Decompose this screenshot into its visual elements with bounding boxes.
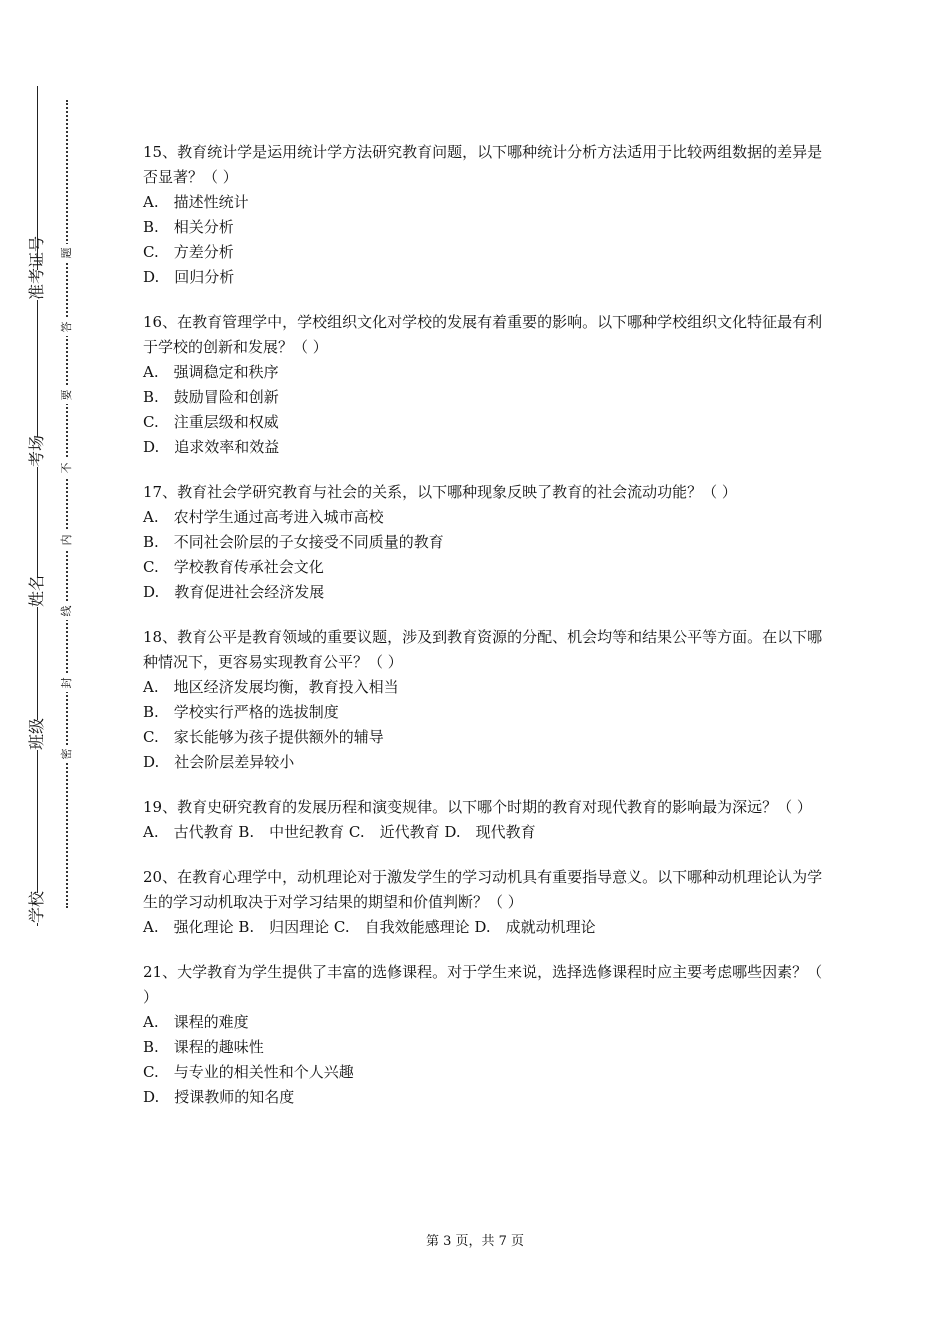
- option-c: C. 注重层级和权威: [143, 413, 279, 431]
- page-number: 第 3 页，共 7 页: [425, 1234, 525, 1249]
- seal-char: 线: [58, 602, 76, 620]
- options-inline: A. 强化理论 B. 归因理论 C. 自我效能感理论 D. 成就动机理论: [143, 918, 596, 936]
- school-label: 学校: [22, 893, 52, 923]
- option-d: D. 授课教师的知名度: [143, 1088, 295, 1106]
- option-d: D. 社会阶层差异较小: [143, 753, 295, 771]
- exam-room-label: 考场: [22, 437, 52, 467]
- option-d: D. 教育促进社会经济发展: [143, 583, 325, 601]
- option-d: D. 追求效率和效益: [143, 438, 280, 456]
- binding-solid-line: [37, 86, 38, 926]
- seal-char: 题: [58, 244, 76, 262]
- seal-char: 内: [58, 531, 76, 549]
- option-d: D. 回归分析: [143, 268, 235, 286]
- question-15: [143, 140, 823, 290]
- seal-char: 要: [58, 386, 76, 404]
- option-b: B. 课程的趣味性: [143, 1038, 264, 1056]
- option-b: B. 学校实行严格的选拔制度: [143, 703, 339, 721]
- option-a: A. 地区经济发展均衡，教育投入相当: [143, 678, 399, 696]
- option-c: C. 学校教育传承社会文化: [143, 558, 324, 576]
- option-c: C. 与专业的相关性和个人兴趣: [143, 1063, 354, 1081]
- option-c: C. 方差分析: [143, 243, 234, 261]
- option-a: A. 课程的难度: [143, 1013, 249, 1031]
- question-18: [143, 625, 823, 775]
- question-stem: 17、教育社会学研究教育与社会的关系，以下哪种现象反映了教育的社会流动功能？（ ）: [143, 483, 737, 501]
- option-a: A. 强调稳定和秩序: [143, 363, 279, 381]
- seal-char: 密: [58, 745, 76, 763]
- binding-margin: [0, 0, 110, 1344]
- option-a: A. 描述性统计: [143, 193, 249, 211]
- question-stem: 19、教育史研究教育的发展历程和演变规律。以下哪个时期的教育对现代教育的影响最为深远？（ ）: [143, 798, 812, 816]
- question-20: [143, 865, 823, 940]
- binding-dotted-line: [66, 100, 68, 908]
- option-c: C. 家长能够为孩子提供额外的辅导: [143, 728, 384, 746]
- option-b: B. 鼓励冒险和创新: [143, 388, 279, 406]
- option-b: B. 不同社会阶层的子女接受不同质量的教育: [143, 533, 444, 551]
- question-stem: 20、在教育心理学中，动机理论对于激发学生的学习动机具有重要指导意义。以下哪种动机理论认为学生的学习动机取决于对学习结果的期望和价值判断？（ ）: [143, 868, 823, 911]
- question-stem: 16、在教育管理学中，学校组织文化对学校的发展有着重要的影响。以下哪种学校组织文化特征最有利于学校的创新和发展？（ ）: [143, 313, 823, 356]
- question-16: [143, 310, 823, 460]
- question-list: [143, 140, 823, 1130]
- question-stem: 18、教育公平是教育领域的重要议题，涉及到教育资源的分配、机会均等和结果公平等方面。在以下哪种情况下，更容易实现教育公平？（ ）: [143, 628, 823, 671]
- option-a: A. 农村学生通过高考进入城市高校: [143, 508, 384, 526]
- exam-id-label: 准考证号: [22, 270, 52, 300]
- seal-char: 答: [58, 318, 76, 336]
- question-19: [143, 795, 823, 845]
- name-label: 姓名: [22, 577, 52, 607]
- options-inline: A. 古代教育 B. 中世纪教育 C. 近代教育 D. 现代教育: [143, 823, 536, 841]
- seal-char: 封: [58, 674, 76, 692]
- question-stem: 15、教育统计学是运用统计学方法研究教育问题，以下哪种统计分析方法适用于比较两组数据的差异是否显著？（ ）: [143, 143, 823, 186]
- seal-char: 不: [58, 459, 76, 477]
- question-stem: 21、大学教育为学生提供了丰富的选修课程。对于学生来说，选择选修课程时应主要考虑哪些因素？（ ）: [143, 963, 823, 1006]
- option-b: B. 相关分析: [143, 218, 234, 236]
- question-21: [143, 960, 823, 1110]
- question-17: [143, 480, 823, 605]
- class-label: 班级: [22, 720, 52, 750]
